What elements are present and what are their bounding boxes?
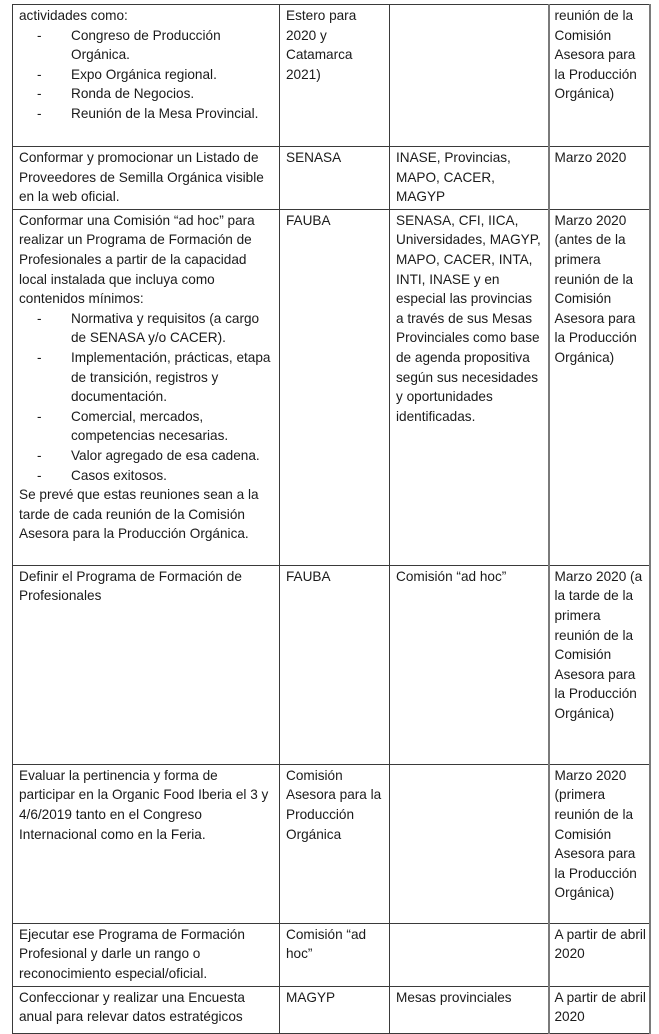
list-item: - Implementación, prácticas, etapa de transición, registros y documentación. — [71, 348, 273, 407]
participants-cell: INASE, Provincias, MAPO, CACER, MAGYP — [390, 147, 549, 210]
table-row — [13, 565, 650, 764]
responsible-cell: Comisión Asesora para la Producción Orgánica — [280, 764, 390, 923]
participants-cell — [390, 923, 549, 986]
deadline-cell: Marzo 2020 (antes de la primera reunión de la Comisión Asesora para la Producción Orgánica) — [549, 209, 650, 565]
deadline-cell: A partir de abril 2020 — [549, 923, 650, 986]
action-intro: actividades como: — [19, 8, 128, 23]
table-row — [13, 923, 650, 986]
participants-cell: Mesas provinciales — [390, 986, 549, 1033]
table-row — [13, 764, 650, 923]
participants-cell: SENASA, CFI, IICA, Universidades, MAGYP, MAPO, CACER, INTA, INTI, INASE y en especial las provincias a través de sus Mesas Provinciales como base de agenda propositiva según sus necesidades y oportunidades identificadas. — [390, 209, 549, 565]
table-row — [13, 986, 650, 1033]
list-item: - Normativa y requisitos (a cargo de SENASA y/o CACER). — [71, 309, 273, 348]
action-cell: Ejecutar ese Programa de Formación Profesional y darle un rango o reconocimiento especial/oficial. — [13, 923, 280, 986]
responsible-cell: FAUBA — [280, 565, 390, 764]
action-cell: Conformar y promocionar un Listado de Proveedores de Semilla Orgánica visible en la web oficial. — [13, 147, 280, 210]
responsible-cell: MAGYP — [280, 986, 390, 1033]
list-item: - Valor agregado de esa cadena. — [71, 446, 273, 466]
table-row — [13, 147, 650, 210]
participants-cell — [390, 764, 549, 923]
action-cell — [13, 209, 280, 565]
responsible-cell: SENASA — [280, 147, 390, 210]
deadline-cell: A partir de abril 2020 — [549, 986, 650, 1033]
action-intro: Conformar una Comisión “ad hoc” para realizar un Programa de Formación de Profesionales a partir de la capacidad local instalada que incluya como contenidos mínimos: — [19, 212, 255, 307]
list-item: - Casos exitosos. — [71, 466, 273, 486]
list-item: - Congreso de Producción Orgánica. — [71, 26, 273, 65]
responsible-cell: Comisión “ad hoc” — [280, 923, 390, 986]
action-outro: Se prevé que estas reuniones sean a la tarde de cada reunión de la Comisión Asesora para la Producción Orgánica. — [19, 487, 259, 542]
table-row — [13, 5, 650, 147]
activity-list — [19, 26, 273, 124]
deadline-cell: reunión de la Comisión Asesora para la Producción Orgánica) — [549, 5, 650, 147]
participants-cell — [390, 5, 549, 147]
participants-cell: Comisión “ad hoc” — [390, 565, 549, 764]
list-item: - Ronda de Negocios. — [71, 84, 273, 104]
action-plan-table — [12, 4, 651, 1034]
deadline-cell: Marzo 2020 (primera reunión de la Comisión Asesora para la Producción Orgánica) — [549, 764, 650, 923]
content-list — [19, 309, 273, 485]
deadline-cell: Marzo 2020 — [549, 147, 650, 210]
list-item: - Reunión de la Mesa Provincial. — [71, 104, 273, 124]
list-item: - Comercial, mercados, competencias necesarias. — [71, 407, 273, 446]
action-cell — [13, 5, 280, 147]
deadline-cell: Marzo 2020 (a la tarde de la primera reunión de la Comisión Asesora para la Producción Orgánica) — [549, 565, 650, 764]
responsible-cell: FAUBA — [280, 209, 390, 565]
action-cell: Evaluar la pertinencia y forma de participar en la Organic Food Iberia el 3 y 4/6/2019 tanto en el Congreso Internacional como en la Feria. — [13, 764, 280, 923]
responsible-cell: Estero para 2020 y Catamarca 2021) — [280, 5, 390, 147]
action-cell: Definir el Programa de Formación de Profesionales — [13, 565, 280, 764]
table-row — [13, 209, 650, 565]
action-cell: Confeccionar y realizar una Encuesta anual para relevar datos estratégicos — [13, 986, 280, 1033]
list-item: - Expo Orgánica regional. — [71, 65, 273, 85]
